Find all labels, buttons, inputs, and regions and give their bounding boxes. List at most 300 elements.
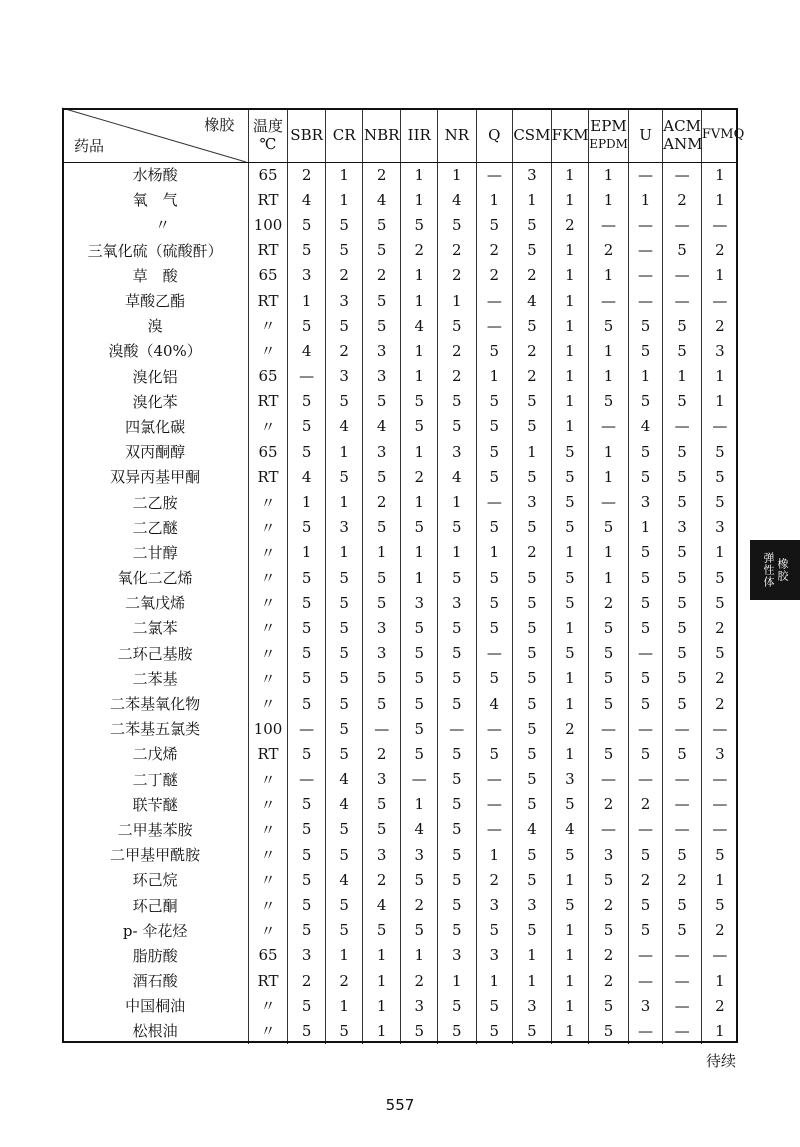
rating-cell: 3: [513, 993, 552, 1018]
rating-cell: 3: [513, 162, 552, 187]
rating-cell: 1: [589, 162, 629, 187]
rating-cell: 3: [476, 892, 513, 917]
temperature-cell: 65: [249, 943, 288, 968]
temperature-cell: 〃: [249, 666, 288, 691]
chemical-name-cell: 溴化铝: [132, 367, 178, 386]
temperature-cell: RT: [249, 288, 288, 313]
rating-cell: 5: [287, 817, 326, 842]
rating-cell: 5: [476, 615, 513, 640]
rating-cell: 5: [326, 389, 363, 414]
chemical-name-cell: 脂肪酸: [132, 946, 178, 965]
rating-cell: 1: [628, 364, 663, 389]
chemical-name-cell: p- 伞花烃: [122, 921, 188, 940]
rating-cell: 1: [551, 968, 589, 993]
rating-cell: 5: [513, 741, 552, 766]
rating-cell: 5: [476, 338, 513, 363]
rating-cell: 5: [663, 641, 702, 666]
rating-cell: 5: [362, 389, 401, 414]
rating-cell: 5: [287, 993, 326, 1018]
rating-cell: 1: [589, 338, 629, 363]
table-row: [62, 464, 738, 489]
rating-cell: 2: [551, 716, 589, 741]
rating-cell: 5: [551, 489, 589, 514]
rating-cell: —: [589, 212, 629, 237]
temperature-cell: 65: [249, 162, 288, 187]
rating-cell: 5: [326, 464, 363, 489]
rating-cell: —: [476, 162, 513, 187]
rating-cell: —: [628, 212, 663, 237]
rating-cell: 5: [513, 666, 552, 691]
table-row: [62, 867, 738, 892]
rating-cell: 1: [401, 162, 438, 187]
rating-cell: 5: [362, 238, 401, 263]
rating-cell: 5: [287, 918, 326, 943]
rating-cell: 1: [551, 187, 589, 212]
chemical-name-cell: 松根油: [132, 1022, 178, 1041]
table-row: [62, 817, 738, 842]
rating-cell: 2: [438, 364, 477, 389]
rating-cell: 1: [401, 263, 438, 288]
rating-cell: 4: [326, 414, 363, 439]
temperature-cell: 〃: [249, 993, 288, 1018]
rating-cell: 5: [401, 641, 438, 666]
table-row: [62, 338, 738, 363]
rating-cell: 3: [401, 590, 438, 615]
rating-cell: —: [663, 716, 702, 741]
temperature-header: [249, 108, 288, 162]
rating-cell: 5: [628, 540, 663, 565]
rating-cell: 1: [551, 389, 589, 414]
rating-cell: 1: [701, 540, 738, 565]
rating-cell: 5: [513, 767, 552, 792]
rating-cell: 5: [663, 590, 702, 615]
rating-cell: 5: [589, 666, 629, 691]
rating-cell: 5: [362, 817, 401, 842]
rating-cell: 2: [438, 338, 477, 363]
chemical-name-cell: 二甲基苯胺: [117, 820, 193, 839]
rating-cell: 3: [287, 263, 326, 288]
rating-cell: 5: [589, 867, 629, 892]
rating-cell: —: [476, 792, 513, 817]
rating-cell: 1: [551, 414, 589, 439]
rating-cell: 5: [287, 414, 326, 439]
rating-cell: —: [589, 767, 629, 792]
rating-cell: 5: [513, 691, 552, 716]
rating-cell: 5: [362, 565, 401, 590]
rating-cell: 5: [476, 464, 513, 489]
rating-cell: 5: [701, 641, 738, 666]
rating-cell: 3: [287, 943, 326, 968]
rating-cell: 5: [438, 892, 477, 917]
rating-cell: 1: [513, 968, 552, 993]
rubber-column-header: CR: [326, 108, 363, 162]
rating-cell: 1: [476, 540, 513, 565]
rating-cell: 1: [401, 439, 438, 464]
rating-cell: —: [589, 817, 629, 842]
rating-cell: 1: [589, 565, 629, 590]
rating-cell: 2: [362, 263, 401, 288]
rating-cell: 5: [628, 842, 663, 867]
chemical-name-cell: 溴酸（40%）: [108, 342, 202, 361]
rating-cell: 5: [701, 565, 738, 590]
rating-cell: 1: [401, 338, 438, 363]
rating-cell: 5: [326, 313, 363, 338]
chemical-name-cell: 水杨酸: [132, 166, 178, 185]
temperature-cell: RT: [249, 741, 288, 766]
table-row: [62, 892, 738, 917]
rating-cell: 1: [589, 439, 629, 464]
chemical-name-cell: 二乙胺: [132, 493, 178, 512]
chemical-name-cell: 酒石酸: [132, 972, 178, 991]
rating-cell: 2: [701, 313, 738, 338]
rating-cell: —: [628, 641, 663, 666]
temperature-cell: 65: [249, 439, 288, 464]
chemical-name-cell: 二丁醚: [132, 770, 178, 789]
rating-cell: 5: [326, 615, 363, 640]
rating-cell: 4: [628, 414, 663, 439]
table-row: [62, 162, 738, 187]
rating-cell: —: [628, 288, 663, 313]
rating-cell: 5: [287, 515, 326, 540]
rating-cell: 5: [701, 590, 738, 615]
temperature-cell: 〃: [249, 892, 288, 917]
table-row: [62, 615, 738, 640]
rating-cell: 3: [589, 842, 629, 867]
rating-cell: 1: [326, 540, 363, 565]
rating-cell: 5: [513, 389, 552, 414]
rating-cell: 5: [513, 867, 552, 892]
rating-cell: 5: [438, 842, 477, 867]
rating-cell: 5: [401, 918, 438, 943]
rating-cell: 1: [476, 364, 513, 389]
rating-cell: 5: [628, 892, 663, 917]
rating-cell: 3: [362, 338, 401, 363]
chemical-name-cell: 双丙酮醇: [125, 443, 186, 462]
rating-cell: 5: [663, 313, 702, 338]
rating-cell: 5: [438, 792, 477, 817]
rating-cell: 5: [476, 741, 513, 766]
rating-cell: 1: [326, 439, 363, 464]
rubber-column-label: ACM: [663, 116, 701, 135]
rating-cell: 1: [401, 288, 438, 313]
rating-cell: 5: [476, 515, 513, 540]
rating-cell: 1: [551, 867, 589, 892]
rating-cell: 2: [438, 238, 477, 263]
rating-cell: 5: [362, 666, 401, 691]
rating-cell: 5: [401, 1018, 438, 1043]
rating-cell: 5: [401, 212, 438, 237]
rating-cell: 2: [326, 263, 363, 288]
rating-cell: 5: [287, 867, 326, 892]
temperature-cell: RT: [249, 187, 288, 212]
rating-cell: —: [589, 716, 629, 741]
rating-cell: 2: [476, 867, 513, 892]
temperature-cell: 〃: [249, 615, 288, 640]
rating-cell: 1: [701, 364, 738, 389]
rating-cell: 1: [551, 162, 589, 187]
rating-cell: 1: [438, 162, 477, 187]
rating-cell: 3: [326, 515, 363, 540]
side-tab-line-2: 橡胶: [776, 558, 789, 582]
temperature-cell: 〃: [249, 414, 288, 439]
table-row: [62, 918, 738, 943]
rating-cell: —: [701, 414, 738, 439]
rating-cell: 5: [438, 817, 477, 842]
temperature-cell: 〃: [249, 918, 288, 943]
chemical-name-cell: 氧化二乙烯: [117, 569, 193, 588]
table-row: [62, 313, 738, 338]
rating-cell: 5: [513, 238, 552, 263]
rating-cell: 2: [326, 968, 363, 993]
temperature-cell: 〃: [249, 590, 288, 615]
rating-cell: 3: [326, 288, 363, 313]
rating-cell: 1: [438, 489, 477, 514]
rating-cell: 5: [628, 313, 663, 338]
rating-cell: 5: [476, 565, 513, 590]
rating-cell: 5: [287, 238, 326, 263]
rating-cell: 1: [551, 338, 589, 363]
rating-cell: 2: [589, 238, 629, 263]
chemical-name-cell: 二戊烯: [132, 745, 178, 764]
rating-cell: 3: [628, 489, 663, 514]
rating-cell: 5: [476, 590, 513, 615]
rating-cell: 5: [287, 842, 326, 867]
rating-cell: —: [663, 263, 702, 288]
rating-cell: 1: [362, 968, 401, 993]
rating-cell: 2: [589, 792, 629, 817]
rating-cell: —: [628, 162, 663, 187]
rating-cell: 5: [628, 590, 663, 615]
table-row: [62, 187, 738, 212]
rating-cell: 2: [663, 867, 702, 892]
rating-cell: 1: [362, 993, 401, 1018]
rating-cell: 5: [362, 288, 401, 313]
rating-cell: 5: [326, 817, 363, 842]
rating-cell: —: [701, 767, 738, 792]
rating-cell: 5: [326, 892, 363, 917]
rating-cell: 5: [287, 892, 326, 917]
rating-cell: 1: [476, 842, 513, 867]
rating-cell: —: [401, 767, 438, 792]
rating-cell: 1: [663, 364, 702, 389]
rating-cell: 5: [513, 792, 552, 817]
chemical-name-cell: 草 酸: [132, 266, 178, 285]
table-header-row: [62, 108, 738, 162]
rating-cell: 1: [513, 943, 552, 968]
rating-cell: 3: [362, 364, 401, 389]
rating-cell: 5: [401, 615, 438, 640]
rating-cell: 5: [513, 565, 552, 590]
rating-cell: —: [476, 767, 513, 792]
rating-cell: 5: [551, 792, 589, 817]
table-row: [62, 691, 738, 716]
chemical-name-cell: 〃: [140, 216, 171, 235]
rating-cell: 5: [326, 1018, 363, 1043]
rating-cell: 5: [287, 439, 326, 464]
rating-cell: —: [589, 288, 629, 313]
temperature-unit: ℃: [259, 134, 277, 153]
chemical-name-cell: 草酸乙酯: [125, 292, 186, 311]
rating-cell: 5: [589, 1018, 629, 1043]
temperature-cell: 〃: [249, 817, 288, 842]
temperature-cell: 〃: [249, 792, 288, 817]
rating-cell: 3: [362, 439, 401, 464]
temperature-cell: RT: [249, 968, 288, 993]
rating-cell: —: [663, 968, 702, 993]
temperature-cell: RT: [249, 389, 288, 414]
rating-cell: —: [663, 943, 702, 968]
rating-cell: 2: [401, 464, 438, 489]
rating-cell: 5: [701, 892, 738, 917]
rating-cell: 3: [663, 515, 702, 540]
table-row: [62, 238, 738, 263]
rating-cell: 5: [438, 313, 477, 338]
rating-cell: 2: [401, 238, 438, 263]
chemical-name-cell: 二氯苯: [132, 619, 178, 638]
rating-cell: 1: [589, 263, 629, 288]
rating-cell: 4: [362, 892, 401, 917]
rating-cell: 5: [401, 515, 438, 540]
rating-cell: —: [476, 641, 513, 666]
table-row: [62, 767, 738, 792]
rating-cell: 3: [701, 741, 738, 766]
rating-cell: 1: [701, 162, 738, 187]
rating-cell: 5: [513, 615, 552, 640]
rating-cell: 2: [513, 338, 552, 363]
rating-cell: 5: [589, 741, 629, 766]
rubber-column-header: Q: [476, 108, 513, 162]
rating-cell: —: [701, 288, 738, 313]
rating-cell: 1: [551, 364, 589, 389]
rating-cell: 5: [513, 212, 552, 237]
rating-cell: 2: [476, 238, 513, 263]
rating-cell: —: [476, 288, 513, 313]
rating-cell: 3: [551, 767, 589, 792]
rating-cell: 5: [513, 414, 552, 439]
rating-cell: 5: [628, 691, 663, 716]
rubber-column-header: FVMQ: [701, 108, 738, 162]
rating-cell: 1: [701, 187, 738, 212]
rating-cell: 5: [663, 691, 702, 716]
chemical-header-label: 药品: [74, 136, 105, 155]
temperature-cell: 〃: [249, 540, 288, 565]
table-row: [62, 842, 738, 867]
rating-cell: 5: [513, 464, 552, 489]
rubber-column-label: ANM: [663, 134, 703, 153]
table-row: [62, 565, 738, 590]
rating-cell: 3: [362, 767, 401, 792]
rating-cell: 1: [589, 540, 629, 565]
rating-cell: 5: [326, 590, 363, 615]
rating-cell: —: [701, 943, 738, 968]
table-row: [62, 439, 738, 464]
rating-cell: —: [589, 414, 629, 439]
rating-cell: 1: [401, 489, 438, 514]
rating-cell: 5: [287, 565, 326, 590]
rating-cell: 5: [663, 238, 702, 263]
table-row: [62, 389, 738, 414]
chemical-name-cell: 环己烷: [132, 871, 178, 890]
rubber-column-label: EPDM: [589, 136, 628, 151]
rating-cell: 1: [551, 288, 589, 313]
rating-cell: 5: [326, 565, 363, 590]
rating-cell: 4: [513, 817, 552, 842]
table-row: [62, 993, 738, 1018]
rating-cell: 5: [326, 741, 363, 766]
rating-cell: 4: [287, 338, 326, 363]
rating-cell: 2: [589, 892, 629, 917]
rating-cell: 1: [362, 943, 401, 968]
rating-cell: 5: [362, 212, 401, 237]
table-row: [62, 968, 738, 993]
rating-cell: 2: [701, 918, 738, 943]
rating-cell: 1: [401, 943, 438, 968]
section-side-tab: [750, 540, 800, 600]
rating-cell: 1: [326, 943, 363, 968]
rating-cell: 1: [551, 666, 589, 691]
table-row: [62, 590, 738, 615]
rating-cell: 5: [326, 641, 363, 666]
rating-cell: —: [663, 993, 702, 1018]
rating-cell: 5: [628, 439, 663, 464]
rating-cell: 5: [438, 867, 477, 892]
rating-cell: —: [701, 716, 738, 741]
rating-cell: 5: [401, 867, 438, 892]
rating-cell: 1: [701, 389, 738, 414]
rating-cell: 5: [438, 993, 477, 1018]
rating-cell: 4: [287, 187, 326, 212]
rating-cell: 2: [287, 968, 326, 993]
chemical-resistance-table: [62, 108, 745, 1044]
rating-cell: 1: [513, 187, 552, 212]
temperature-cell: RT: [249, 238, 288, 263]
rating-cell: 1: [401, 187, 438, 212]
rating-cell: 5: [663, 741, 702, 766]
chemical-name-cell: 二苯基: [132, 669, 178, 688]
rating-cell: 5: [663, 489, 702, 514]
rating-cell: 5: [551, 641, 589, 666]
temperature-cell: 〃: [249, 515, 288, 540]
rating-cell: 5: [438, 918, 477, 943]
rubber-column-header: [589, 108, 629, 162]
rating-cell: —: [589, 489, 629, 514]
rating-cell: 2: [589, 943, 629, 968]
rating-cell: 5: [476, 1018, 513, 1043]
rating-cell: —: [287, 767, 326, 792]
rating-cell: 5: [513, 842, 552, 867]
rating-cell: —: [628, 1018, 663, 1043]
rating-cell: 5: [401, 389, 438, 414]
rating-cell: 5: [287, 615, 326, 640]
rating-cell: 3: [438, 943, 477, 968]
rating-cell: 5: [701, 439, 738, 464]
table-row: [62, 414, 738, 439]
rating-cell: 5: [287, 313, 326, 338]
rating-cell: 1: [326, 162, 363, 187]
rating-cell: 1: [551, 615, 589, 640]
rating-cell: 1: [589, 187, 629, 212]
rating-cell: 4: [326, 867, 363, 892]
rating-cell: 1: [701, 263, 738, 288]
rating-cell: 2: [701, 238, 738, 263]
rating-cell: —: [438, 716, 477, 741]
rating-cell: 5: [589, 918, 629, 943]
chemical-name-cell: 二环己基胺: [117, 644, 193, 663]
rating-cell: —: [701, 817, 738, 842]
rating-cell: 5: [326, 238, 363, 263]
chemical-name-cell: 二氧戊烯: [125, 594, 186, 613]
rating-cell: 4: [326, 792, 363, 817]
